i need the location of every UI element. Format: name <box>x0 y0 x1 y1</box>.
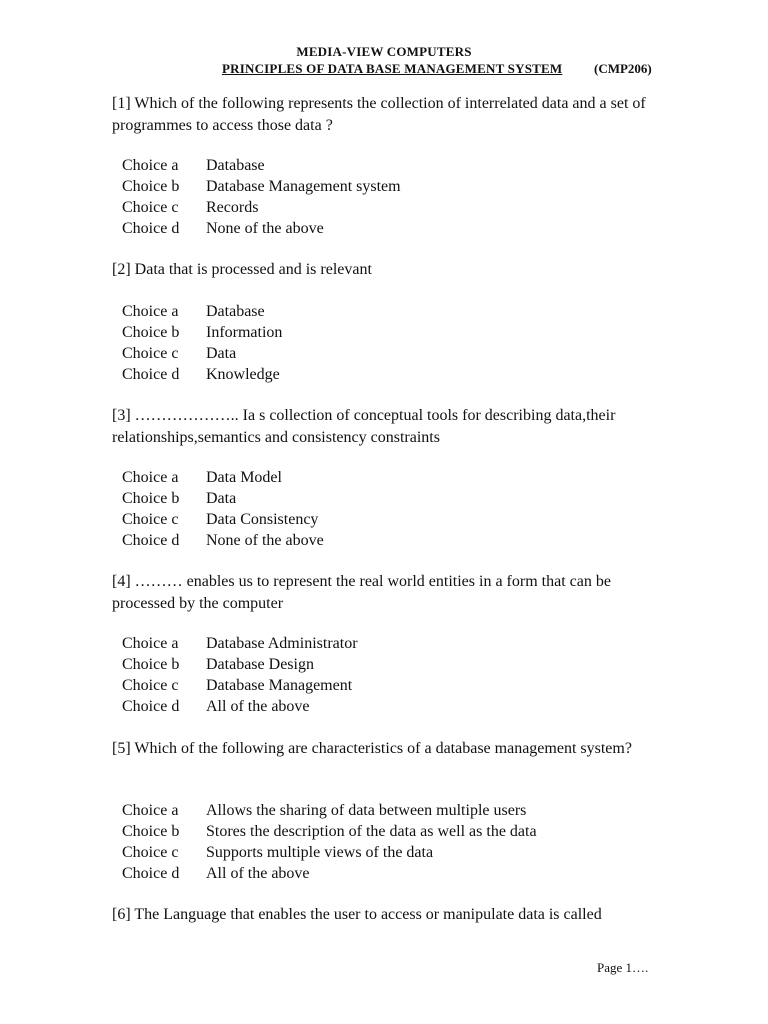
choice-text: Data Consistency <box>206 511 319 528</box>
choices-2 <box>122 301 662 385</box>
choice-row <box>122 301 662 322</box>
choice-label: Choice d <box>122 532 180 549</box>
question-1: [1] Which of the following represents the collection of interrelated data and a set of programmes to access those data ? <box>112 95 646 134</box>
choice-row <box>122 364 662 385</box>
header-course-code: (CMP206) <box>594 61 652 76</box>
choice-label: Choice a <box>122 157 179 174</box>
choice-label: Choice b <box>122 656 180 673</box>
choice-text: Allows the sharing of data between multiple users <box>206 802 527 819</box>
question-6: [6] The Language that enables the user to access or manipulate data is called <box>112 906 602 923</box>
choice-row <box>122 155 662 176</box>
choices-3 <box>122 467 662 551</box>
choice-label: Choice c <box>122 844 179 861</box>
choice-label: Choice a <box>122 802 179 819</box>
choice-label: Choice a <box>122 635 179 652</box>
choice-row <box>122 821 662 842</box>
choice-label: Choice b <box>122 324 180 341</box>
choice-text: Data Model <box>206 469 282 486</box>
choice-label: Choice d <box>122 220 180 237</box>
choice-label: Choice b <box>122 490 180 507</box>
choice-row <box>122 675 662 696</box>
choice-label: Choice a <box>122 303 179 320</box>
choice-text: Database <box>206 157 265 174</box>
header-institution: MEDIA-VIEW COMPUTERS <box>296 44 472 59</box>
choice-row <box>122 530 662 551</box>
choice-label: Choice c <box>122 511 179 528</box>
choice-label: Choice a <box>122 469 179 486</box>
choice-text: Database Management system <box>206 178 401 195</box>
page-number: Page 1…. <box>597 960 649 975</box>
choice-row <box>122 467 662 488</box>
choice-label: Choice b <box>122 823 180 840</box>
choice-text: Supports multiple views of the data <box>206 844 434 861</box>
choice-text: Database Management <box>206 677 353 694</box>
choice-text: Data <box>206 490 237 507</box>
choice-text: None of the above <box>206 532 324 549</box>
choice-row <box>122 218 662 239</box>
choice-row <box>122 654 662 675</box>
choice-text: Knowledge <box>206 366 280 383</box>
choice-row <box>122 197 662 218</box>
choices-1 <box>122 155 662 239</box>
choice-label: Choice c <box>122 345 179 362</box>
choice-row <box>122 509 662 530</box>
choice-row <box>122 488 662 509</box>
choice-label: Choice c <box>122 199 179 216</box>
header-course-title: PRINCIPLES OF DATA BASE MANAGEMENT SYSTEM <box>222 61 563 76</box>
choice-row <box>122 842 662 863</box>
choice-text: Database Administrator <box>206 635 358 652</box>
choice-row <box>122 863 662 884</box>
choice-text: Information <box>206 324 283 341</box>
choice-text: Data <box>206 345 237 362</box>
choice-row <box>122 800 662 821</box>
choice-text: All of the above <box>206 698 310 715</box>
choice-text: Database <box>206 303 265 320</box>
choices-5 <box>122 800 662 884</box>
question-2: [2] Data that is processed and is relevant <box>112 261 372 278</box>
choices-4 <box>122 633 662 717</box>
choice-label: Choice d <box>122 865 180 882</box>
choice-row <box>122 343 662 364</box>
choice-row <box>122 696 662 717</box>
choice-label: Choice d <box>122 698 180 715</box>
choice-label: Choice b <box>122 178 180 195</box>
choice-row <box>122 322 662 343</box>
choice-label: Choice d <box>122 366 180 383</box>
choice-text: All of the above <box>206 865 310 882</box>
choice-row <box>122 176 662 197</box>
question-4: [4] ……… enables us to represent the real world entities in a form that can be processed by the computer <box>112 573 611 612</box>
question-5: [5] Which of the following are characteristics of a database management system? <box>112 740 632 757</box>
choice-label: Choice c <box>122 677 179 694</box>
choice-text: None of the above <box>206 220 324 237</box>
choice-row <box>122 633 662 654</box>
choice-text: Stores the description of the data as well as the data <box>206 823 537 840</box>
choice-text: Database Design <box>206 656 314 673</box>
question-3: [3] ……………….. Ia s collection of conceptual tools for describing data,their relationships,semantics and consistency constraints <box>112 407 616 446</box>
choice-text: Records <box>206 199 259 216</box>
